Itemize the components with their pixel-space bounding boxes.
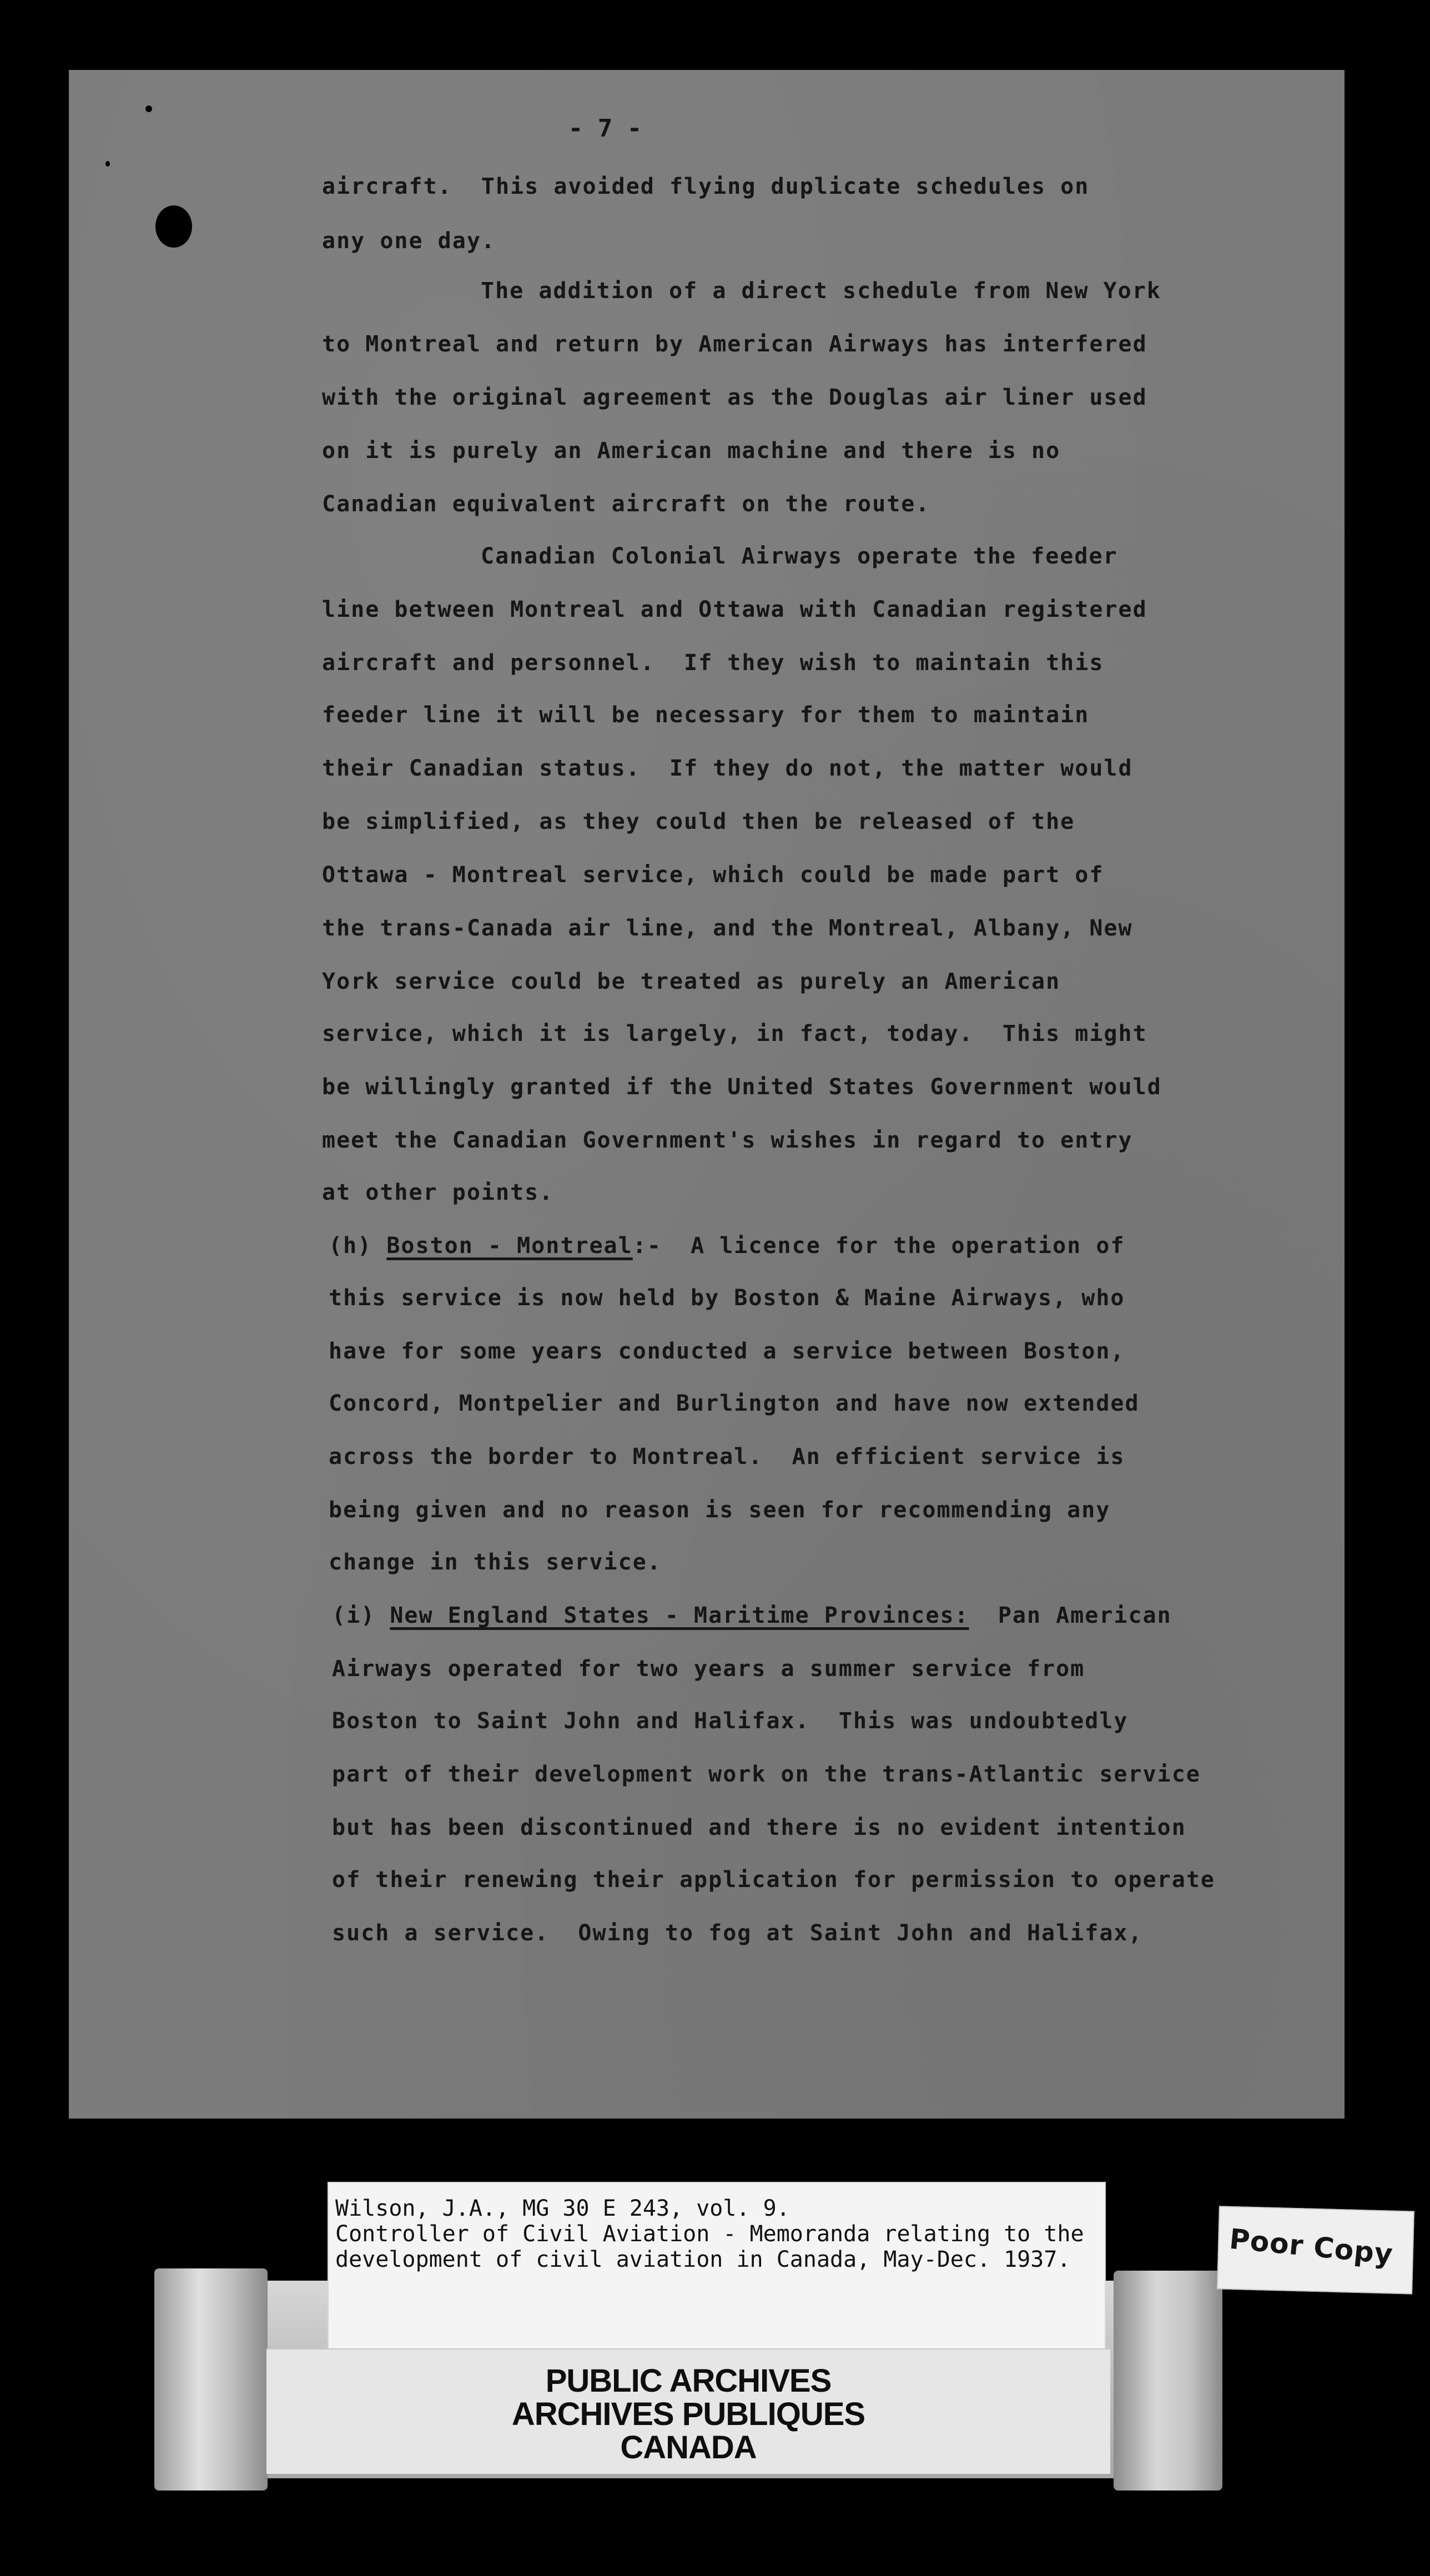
body-line: with the original agreement as the Douglas air liner used — [322, 385, 1147, 410]
section-i-rest: Pan American — [969, 1603, 1172, 1628]
body-line: this service is now held by Boston & Maine Airways, who — [329, 1285, 1125, 1311]
speck — [105, 161, 110, 167]
section-h-line — [329, 1235, 1125, 1257]
archive-stamp-line: ARCHIVES PUBLIQUES — [511, 2396, 865, 2432]
poor-copy-text: Poor Copy — [1228, 2222, 1395, 2271]
punch-hole — [155, 205, 192, 248]
body-line: be willingly granted if the United States Government would — [322, 1074, 1162, 1100]
catalogue-label — [328, 2182, 1106, 2351]
body-line: Boston to Saint John and Halifax. This was undoubtedly — [332, 1708, 1129, 1734]
body-line: Canadian Colonial Airways operate the feeder — [481, 544, 1118, 569]
body-line: the trans-Canada air line, and the Montreal, Albany, New — [322, 915, 1133, 941]
body-line: have for some years conducted a service between Boston, — [329, 1339, 1125, 1364]
body-line: to Montreal and return by American Airways has interfered — [322, 331, 1147, 357]
body-line: Ottawa - Montreal service, which could be made part of — [322, 862, 1104, 888]
poor-copy-tag — [1217, 2206, 1414, 2294]
page-number: - 7 - — [568, 114, 642, 143]
body-line: such a service. Owing to fog at Saint John and Halifax, — [332, 1920, 1143, 1946]
body-line: Airways operated for two years a summer service from — [332, 1656, 1085, 1682]
body-line: feeder line it will be necessary for them to maintain — [322, 702, 1090, 728]
section-i-line — [332, 1604, 1172, 1627]
body-line: service, which it is largely, in fact, today. This might — [322, 1021, 1147, 1046]
section-i-heading: New England States - Maritime Provinces: — [390, 1603, 969, 1628]
catalogue-line: Controller of Civil Aviation - Memoranda relating to the — [335, 2221, 1084, 2247]
body-line: any one day. — [322, 228, 496, 254]
body-line: of their renewing their application for permission to operate — [332, 1867, 1216, 1893]
body-line: being given and no reason is seen for recommending any — [329, 1497, 1111, 1523]
body-line: meet the Canadian Government's wishes in regard to entry — [322, 1128, 1133, 1153]
section-h-marker: (h) — [329, 1233, 387, 1259]
body-line: Concord, Montpelier and Burlington and have now extended — [329, 1391, 1140, 1416]
body-line: line between Montreal and Ottawa with Canadian registered — [322, 597, 1147, 622]
section-h-rest: :- A licence for the operation of — [632, 1233, 1125, 1259]
body-line: Canadian equivalent aircraft on the route. — [322, 491, 930, 517]
body-line: aircraft and personnel. If they wish to maintain this — [322, 650, 1104, 676]
archive-stamp-line: PUBLIC ARCHIVES — [545, 2363, 832, 2399]
binder-clip-right — [1114, 2271, 1222, 2491]
catalogue-line: development of civil aviation in Canada, May-Dec. 1937. — [335, 2247, 1071, 2272]
body-line: part of their development work on the trans-Atlantic service — [332, 1762, 1201, 1787]
catalogue-line: Wilson, J.A., MG 30 E 243, vol. 9. — [335, 2196, 790, 2221]
body-line: York service could be treated as purely an American — [322, 969, 1061, 994]
speck — [145, 105, 152, 112]
archive-stamp-line: CANADA — [620, 2429, 757, 2466]
body-line: change in this service. — [329, 1549, 662, 1575]
body-line: across the border to Montreal. An efficient service is — [329, 1444, 1125, 1470]
section-h-heading: Boston - Montreal — [386, 1233, 633, 1259]
body-line: The addition of a direct schedule from New York — [481, 278, 1161, 304]
section-i-marker: (i) — [332, 1603, 390, 1628]
archive-stamp — [266, 2348, 1110, 2474]
body-line: aircraft. This avoided flying duplicate schedules on — [322, 174, 1090, 199]
binder-clip-left — [154, 2268, 268, 2491]
body-line: on it is purely an American machine and there is no — [322, 438, 1061, 464]
body-line: but has been discontinued and there is no evident intention — [332, 1815, 1186, 1840]
body-line: be simplified, as they could then be released of the — [322, 809, 1075, 834]
body-line: at other points. — [322, 1180, 554, 1205]
body-line: their Canadian status. If they do not, the matter would — [322, 756, 1133, 781]
